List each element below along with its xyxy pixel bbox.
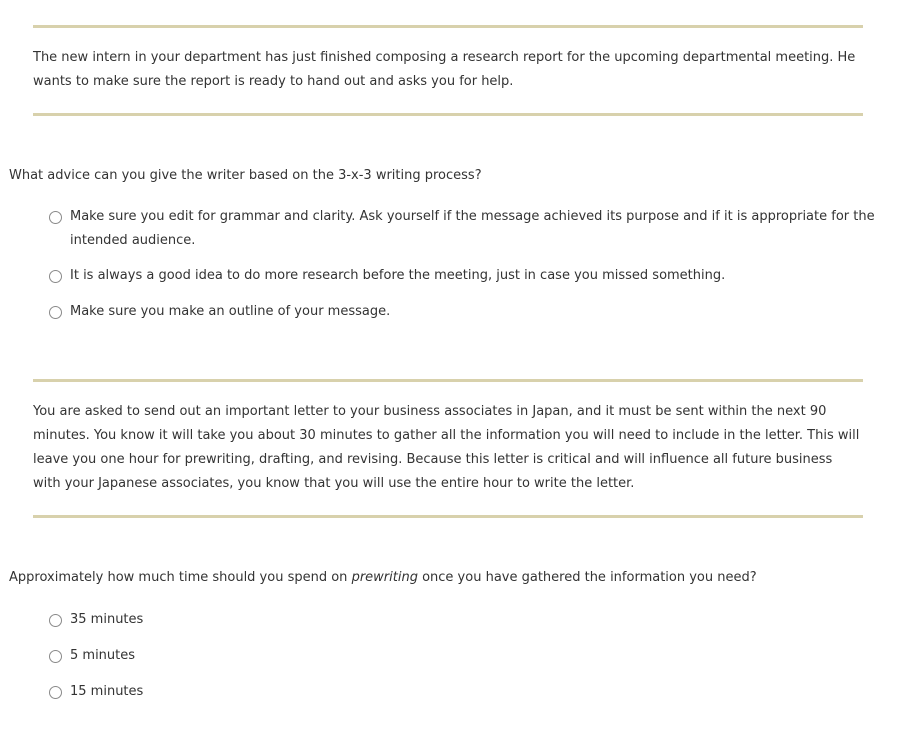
question-1-option-1[interactable] (49, 207, 889, 253)
question-1-option-3[interactable] (49, 302, 889, 324)
scenario-bottom-divider (33, 113, 863, 116)
radio-button[interactable] (49, 270, 62, 283)
radio-button[interactable] (49, 306, 62, 319)
option-label: Make sure you edit for grammar and clarity. Ask yourself if the message achieved its purpose and if it is appropriate for the intended audience. (70, 209, 875, 248)
option-label: 5 minutes (70, 648, 136, 663)
prompt-text: Approximately how much time should you spend on (9, 570, 352, 585)
question-2-option-3[interactable] (49, 682, 889, 704)
option-label: 15 minutes (70, 684, 144, 699)
question-2-option-2[interactable] (49, 646, 889, 668)
question-1-prompt: What advice can you give the writer based on the 3-x-3 writing process? (9, 168, 482, 183)
scenario-bottom-divider (33, 515, 863, 518)
scenario-top-divider (33, 379, 863, 382)
option-label: 35 minutes (70, 612, 144, 627)
question-1-option-2[interactable] (49, 266, 889, 288)
option-label: It is always a good idea to do more research before the meeting, just in case you missed something. (70, 268, 726, 283)
question-2-option-1[interactable] (49, 610, 889, 632)
question-1-scenario: The new intern in your department has just finished composing a research report for the upcoming departmental meeting. He wants to make sure the report is ready to hand out and asks you for help. (33, 50, 856, 89)
question-2-scenario: You are asked to send out an important letter to your business associates in Japan, and it must be sent within the next 90 minutes. You know it will take you about 30 minutes to gather all the information you will need to include in the letter. This will leave you one hour for prewriting, drafting, and revising. Because this letter is critical and will influence all future business with your Japanese associates, you know that you will use the entire hour to write the letter. (33, 404, 860, 491)
radio-button[interactable] (49, 686, 62, 699)
scenario-top-divider (33, 25, 863, 28)
radio-button[interactable] (49, 211, 62, 224)
radio-button[interactable] (49, 614, 62, 627)
prompt-text: once you have gathered the information you need? (417, 570, 757, 585)
question-2-prompt (9, 568, 899, 588)
radio-button[interactable] (49, 650, 62, 663)
option-label: Make sure you make an outline of your message. (70, 304, 391, 319)
prompt-emphasis: prewriting (351, 570, 418, 585)
